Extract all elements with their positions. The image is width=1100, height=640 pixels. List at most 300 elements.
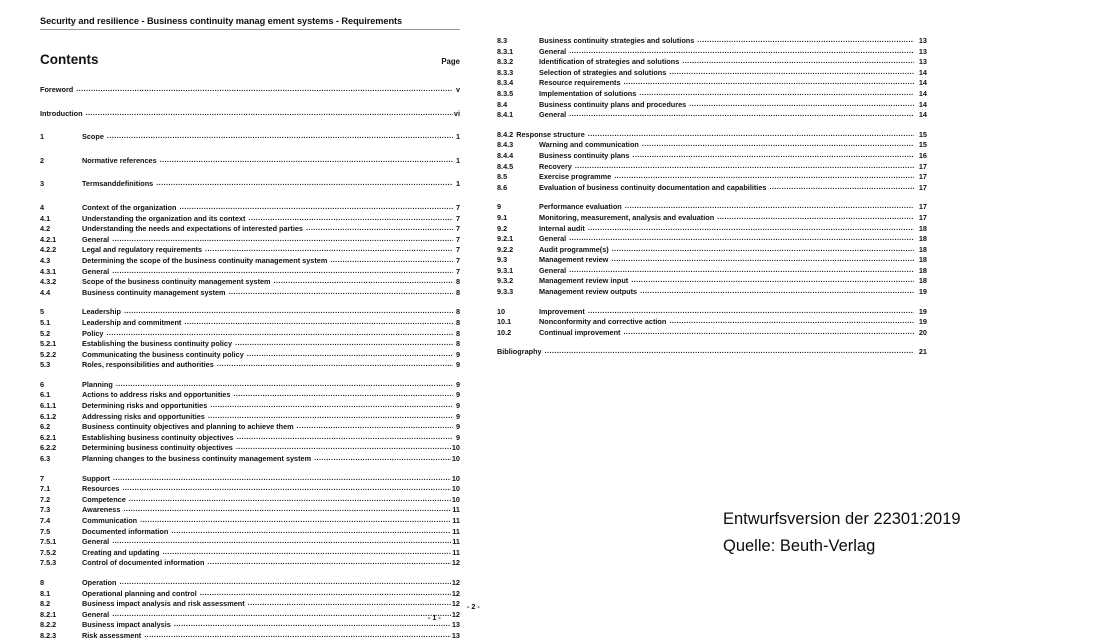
toc-leader-dots <box>669 316 914 327</box>
toc-entry[interactable] <box>497 110 927 121</box>
toc-entry-title: Establishing business continuity objectives <box>82 432 234 442</box>
toc-entry-number: 5 <box>40 307 45 317</box>
toc-entry-page-number: 17 <box>918 212 927 222</box>
toc-entry-title: Planning <box>82 379 113 389</box>
toc-entry[interactable] <box>40 288 460 299</box>
toc-entry-number: 7.5 <box>40 526 51 536</box>
toc-entry-page-number: 8 <box>455 339 460 349</box>
toc-entry-page-number: 10 <box>451 443 460 453</box>
toc-leader-dots <box>689 99 914 110</box>
source-annotation <box>723 506 961 560</box>
toc-entry-page-number: 18 <box>918 265 927 275</box>
toc-entry-title: Determining business continuity objectives <box>82 443 233 453</box>
toc-entry-number: 3 <box>40 179 45 189</box>
toc-entry-number: 4.1 <box>40 213 51 223</box>
toc-entry[interactable] <box>40 558 460 569</box>
toc-leader-dots <box>229 287 453 298</box>
toc-entry-number: 7.5.3 <box>40 558 57 568</box>
toc-list-page-2 <box>497 36 927 358</box>
toc-leader-dots <box>119 577 450 588</box>
toc-entry-page-number: 18 <box>918 234 927 244</box>
toc-entry-number: 7.3 <box>40 505 51 515</box>
toc-entry-page-number: 10 <box>451 494 460 504</box>
contents-heading: Contents <box>40 52 99 67</box>
toc-entry-title: Warning and communication <box>539 140 639 150</box>
toc-leader-dots <box>174 619 451 630</box>
toc-leader-dots <box>156 178 453 189</box>
toc-entry-number: 7.4 <box>40 516 51 525</box>
toc-entry-title: Management review <box>539 255 609 265</box>
toc-entry-number: 8.1 <box>40 588 51 598</box>
toc-entry[interactable] <box>40 132 460 143</box>
toc-leader-dots <box>129 494 451 505</box>
toc-entry-page-number: 7 <box>455 234 460 244</box>
toc-entry-title: Operational planning and control <box>82 588 197 598</box>
toc-entry-title: Understanding the needs and expectations of interested parties <box>82 224 303 234</box>
toc-leader-dots <box>113 473 451 484</box>
toc-entry-title: Leadership and commitment <box>82 317 182 327</box>
toc-entry-title: Scope <box>82 132 104 142</box>
toc-entry-number: 7.2 <box>40 494 51 504</box>
toc-leader-dots <box>160 155 453 166</box>
toc-entry-page-number: 9 <box>455 349 460 359</box>
toc-leader-dots <box>588 129 914 140</box>
toc-entry-page-number: 10 <box>451 484 460 494</box>
toc-entry-number: 9.1 <box>497 212 508 222</box>
toc-leader-dots <box>642 139 914 150</box>
toc-entry-page-number: 7 <box>455 202 460 212</box>
toc-leader-dots <box>639 88 914 99</box>
toc-list-page-1 <box>40 85 460 640</box>
toc-entry-title: Determining risks and opportunities <box>82 401 208 411</box>
toc-entry-title: Documented information <box>82 526 169 536</box>
toc-entry-page-number: 21 <box>918 347 927 357</box>
toc-entry-title: Actions to address risks and opportunities <box>82 390 231 400</box>
toc-entry-title: General <box>539 46 567 56</box>
toc-entry-title: Business impact analysis and risk assessment <box>82 599 245 609</box>
toc-entry-number: 10 <box>497 306 506 316</box>
toc-leader-dots <box>207 557 450 568</box>
toc-entry-title: General <box>82 234 110 244</box>
toc-entry-number: 9.3.2 <box>497 276 514 286</box>
toc-leader-dots <box>112 536 451 547</box>
toc-entry-title: Business continuity plans <box>539 150 630 160</box>
toc-entry-number: 5.2.2 <box>40 349 57 359</box>
toc-entry-title: General <box>82 537 110 547</box>
toc-entry-page-number: 17 <box>918 182 927 192</box>
toc-entry-number: 8.2.1 <box>40 609 57 619</box>
toc-entry-title: Response structure <box>516 129 585 139</box>
toc-entry-page-number: 7 <box>455 266 460 276</box>
toc-entry-page-number: 9 <box>455 422 460 432</box>
toc-entry-number: 10.2 <box>497 327 512 337</box>
toc-entry-page-number: 7 <box>455 245 460 255</box>
toc-entry-title: Business continuity strategies and solutions <box>539 36 695 45</box>
toc-leader-dots <box>217 359 453 370</box>
toc-leader-dots <box>569 109 914 120</box>
toc-entry-number: 4.3.2 <box>40 277 57 287</box>
toc-entry-number: 8.4.1 <box>497 110 514 120</box>
toc-entry-number: 8.2 <box>40 599 51 609</box>
toc-entry-title: Context of the organization <box>82 202 177 212</box>
toc-entry-number: 9.3.3 <box>497 287 514 297</box>
toc-entry-title: Understanding the organization and its context <box>82 213 246 223</box>
toc-entry-page-number: 1 <box>455 155 460 165</box>
toc-leader-dots <box>682 56 914 67</box>
toc-entry-title: Legal and regulatory requirements <box>82 245 203 255</box>
toc-entry-page-number: 11 <box>452 505 460 515</box>
toc-entry[interactable] <box>497 183 927 194</box>
document-header-title: Security and resilience - Business continuity manag ement systems - Requirements <box>40 16 460 30</box>
toc-entry-number: 9.2.1 <box>497 234 514 244</box>
toc-entry-page-number: 10 <box>451 473 460 483</box>
toc-entry-number: 6 <box>40 379 45 389</box>
toc-entry-page-number: 8 <box>455 328 460 338</box>
toc-entry-number: 7.5.2 <box>40 547 57 557</box>
toc-leader-dots <box>236 442 451 453</box>
toc-entry-number: 6.3 <box>40 454 51 464</box>
toc-entry-number: 4.3.1 <box>40 266 57 276</box>
toc-leader-dots <box>625 201 914 212</box>
toc-entry-page-number: 14 <box>918 99 927 109</box>
toc-leader-dots <box>162 547 451 558</box>
toc-entry-number: 6.2 <box>40 422 51 432</box>
toc-entry-page-number: 7 <box>455 224 460 234</box>
toc-leader-dots <box>611 254 914 265</box>
toc-leader-dots <box>76 84 453 95</box>
toc-entry-number: 8 <box>40 577 45 587</box>
toc-entry-number: 4.2.2 <box>40 245 57 255</box>
toc-leader-dots <box>86 108 453 119</box>
toc-entry-title: Planning changes to the business continuity management system <box>82 454 312 464</box>
toc-entry-page-number: 15 <box>918 129 927 139</box>
toc-entry-number: 8.4 <box>497 99 508 109</box>
toc-leader-dots <box>612 244 914 255</box>
toc-leader-dots <box>632 150 914 161</box>
annotation-line-2: Quelle: Beuth-Verlag <box>723 537 876 555</box>
toc-entry-page-number: 12 <box>451 588 460 598</box>
toc-entry[interactable] <box>497 347 927 358</box>
toc-entry-page-number: 16 <box>918 150 927 160</box>
toc-entry-title: Business continuity objectives and planning to achieve them <box>82 422 294 432</box>
toc-entry-page-number: 12 <box>451 577 460 587</box>
toc-entry-page-number: 8 <box>455 317 460 327</box>
toc-entry-page-number: 12 <box>451 599 460 609</box>
toc-leader-dots <box>697 35 914 46</box>
page-column-label: Page <box>441 57 460 66</box>
toc-entry-title: General <box>539 234 567 244</box>
toc-entry-number: 5.2.1 <box>40 339 57 349</box>
toc-entry[interactable] <box>40 179 460 190</box>
toc-entry-title: Monitoring, measurement, analysis and evaluation <box>539 212 715 222</box>
toc-entry-number: 8.4.2 <box>497 129 514 139</box>
toc-leader-dots <box>569 46 914 57</box>
toc-entry-title: Introduction <box>40 108 83 118</box>
toc-entry-number: 8.3.3 <box>497 67 514 77</box>
toc-leader-dots <box>248 598 451 609</box>
toc-entry[interactable] <box>40 360 460 371</box>
toc-entry-number: 5.3 <box>40 360 51 370</box>
toc-entry-number: 8.3.5 <box>497 88 514 98</box>
toc-entry-number: 5.2 <box>40 328 51 338</box>
toc-entry-title: Business continuity plans and procedures <box>539 99 687 109</box>
toc-entry-number: 8.3.4 <box>497 78 514 88</box>
toc-entry-page-number: 11 <box>452 537 460 547</box>
toc-leader-dots <box>669 67 914 78</box>
annotation-line-1: Entwurfsversion der 22301:2019 <box>723 510 961 528</box>
toc-entry-page-number: 15 <box>918 140 927 150</box>
toc-entry-page-number: 8 <box>455 307 460 317</box>
toc-entry-page-number: 18 <box>918 276 927 286</box>
toc-leader-dots <box>208 411 453 422</box>
toc-entry-title: Improvement <box>539 306 585 316</box>
toc-entry[interactable] <box>497 328 927 339</box>
toc-entry-number: 5.1 <box>40 317 51 327</box>
toc-entry-number: 4.4 <box>40 287 51 297</box>
toc-entry-page-number: 8 <box>455 277 460 287</box>
toc-leader-dots <box>247 349 453 360</box>
toc-entry-page-number: v <box>455 85 460 94</box>
toc-entry-page-number: 9 <box>455 360 460 370</box>
toc-entry-number: 8.3.1 <box>497 46 514 56</box>
toc-leader-dots <box>205 244 453 255</box>
toc-leader-dots <box>123 504 451 515</box>
toc-leader-dots <box>112 609 451 620</box>
toc-entry-number: 7.1 <box>40 484 51 494</box>
toc-entry-page-number: 19 <box>918 317 927 327</box>
toc-entry-title: Business continuity management system <box>82 287 226 297</box>
toc-entry[interactable] <box>40 156 460 167</box>
toc-entry-number: 6.1.1 <box>40 401 57 411</box>
toc-entry-number: 4.2.1 <box>40 234 57 244</box>
toc-entry-number: 8.4.5 <box>497 161 514 171</box>
toc-leader-dots <box>140 515 451 526</box>
toc-entry-title: General <box>539 110 567 120</box>
toc-entry[interactable] <box>40 454 460 465</box>
toc-entry-title: Bibliography <box>497 347 542 357</box>
toc-entry-number: 7 <box>40 473 45 483</box>
toc-entry-page-number: 10 <box>451 454 460 464</box>
toc-leader-dots <box>171 526 451 537</box>
toc-entry-page-number: 11 <box>452 547 460 557</box>
toc-entry-page-number: 9 <box>455 411 460 421</box>
toc-leader-dots <box>233 389 453 400</box>
toc-entry-page-number: vi <box>453 108 460 118</box>
toc-entry-page-number: 18 <box>918 223 927 233</box>
toc-leader-dots <box>588 306 914 317</box>
toc-entry-page-number: 1 <box>455 179 460 189</box>
toc-leader-dots <box>274 276 453 287</box>
toc-entry[interactable] <box>40 109 460 120</box>
toc-entry-number: 4.2 <box>40 224 51 234</box>
toc-entry-title: Leadership <box>82 307 121 317</box>
toc-entry-title: Internal audit <box>539 223 585 233</box>
toc-entry-number: 4.3 <box>40 255 51 265</box>
toc-leader-dots <box>569 265 914 276</box>
toc-entry-number: 8.3.2 <box>497 57 514 67</box>
toc-entry-title: Resources <box>82 484 120 494</box>
toc-entry-title: Establishing the business continuity policy <box>82 339 233 349</box>
toc-entry-page-number: 18 <box>918 255 927 265</box>
toc-entry-number: 8.2.2 <box>40 620 57 630</box>
toc-entry-number: 9.3 <box>497 255 508 265</box>
toc-entry-title: Normative references <box>82 155 157 165</box>
page-footer-1: - 1 - <box>428 613 441 622</box>
toc-entry-title: Control of documented information <box>82 558 205 568</box>
toc-entry-title: Foreword <box>40 85 74 94</box>
toc-leader-dots <box>717 212 914 223</box>
toc-leader-dots <box>569 233 914 244</box>
toc-leader-dots <box>314 453 451 464</box>
toc-entry-number: 4 <box>40 202 45 212</box>
toc-leader-dots <box>122 483 451 494</box>
toc-entry-title: Identification of strategies and solutions <box>539 57 680 67</box>
toc-entry-number: 9.2.2 <box>497 244 514 254</box>
toc-entry-page-number: 14 <box>918 110 927 120</box>
toc-entry-title: Implementation of solutions <box>539 88 637 98</box>
toc-entry-page-number: 1 <box>455 132 460 142</box>
toc-leader-dots <box>184 317 453 328</box>
toc-leader-dots <box>330 255 453 266</box>
toc-entry-page-number: 19 <box>918 287 927 297</box>
toc-entry[interactable] <box>40 631 460 640</box>
toc-entry-title: General <box>82 609 110 619</box>
toc-entry-number: 8.3 <box>497 36 508 45</box>
toc-entry-page-number: 17 <box>918 161 927 171</box>
toc-entry-number: 8.2.3 <box>40 630 57 640</box>
toc-entry-number: 6.1 <box>40 390 51 400</box>
document-page-1 <box>40 16 460 640</box>
toc-entry-title: General <box>82 266 110 276</box>
document-page-2 <box>497 18 927 357</box>
toc-leader-dots <box>588 223 914 234</box>
toc-leader-dots <box>624 327 915 338</box>
toc-leader-dots <box>640 286 914 297</box>
toc-entry-title: Audit programme(s) <box>539 244 609 254</box>
toc-entry[interactable] <box>497 287 927 298</box>
toc-leader-dots <box>545 346 914 357</box>
toc-entry-page-number: 9 <box>455 401 460 411</box>
toc-entry-title: Scope of the business continuity management system <box>82 277 271 287</box>
toc-entry-title: Performance evaluation <box>539 202 622 212</box>
toc-entry-title: Continual improvement <box>539 327 621 337</box>
toc-entry-page-number: 7 <box>455 213 460 223</box>
toc-entry-page-number: 9 <box>455 432 460 442</box>
toc-leader-dots <box>297 421 453 432</box>
contents-heading-row <box>40 52 460 67</box>
toc-entry-title: Competence <box>82 494 126 504</box>
toc-leader-dots <box>107 328 454 339</box>
toc-leader-dots <box>112 234 453 245</box>
toc-leader-dots <box>614 171 914 182</box>
toc-entry-page-number: 14 <box>918 88 927 98</box>
toc-entry-title: Exercise programme <box>539 172 612 182</box>
toc-entry-title: Roles, responsibilities and authorities <box>82 360 214 370</box>
toc-leader-dots <box>107 131 453 142</box>
toc-entry-title: Resource requirements <box>539 78 621 88</box>
toc-entry-title: Business impact analysis <box>82 620 171 630</box>
toc-entry-title: Termsanddefinitions <box>82 179 154 189</box>
toc-entry-title: Determining the scope of the business continuity management system <box>82 255 328 265</box>
toc-entry-title: General <box>539 265 567 275</box>
toc-entry-page-number: 13 <box>918 46 927 56</box>
toc-leader-dots <box>144 630 451 640</box>
toc-entry-title: Management review input <box>539 276 629 286</box>
toc-entry-page-number: 13 <box>918 57 927 67</box>
toc-leader-dots <box>116 379 453 390</box>
toc-entry-page-number: 11 <box>452 526 460 536</box>
toc-entry-number: 9.3.1 <box>497 265 514 275</box>
toc-entry-page-number: 17 <box>918 202 927 212</box>
toc-entry-page-number: 9 <box>455 390 460 400</box>
toc-entry-page-number: 13 <box>918 36 927 45</box>
toc-entry-number: 6.1.2 <box>40 411 57 421</box>
toc-entry-page-number: 13 <box>451 620 460 630</box>
toc-leader-dots <box>112 266 453 277</box>
toc-entry-title: Operation <box>82 577 117 587</box>
toc-entry-page-number: 13 <box>451 630 460 640</box>
toc-entry-number: 8.4.3 <box>497 140 514 150</box>
toc-entry-number: 6.2.2 <box>40 443 57 453</box>
toc-entry-page-number: 11 <box>452 516 460 525</box>
toc-entry-number: 6.2.1 <box>40 432 57 442</box>
toc-entry-page-number: 14 <box>918 67 927 77</box>
toc-entry-title: Nonconformity and corrective action <box>539 317 667 327</box>
toc-leader-dots <box>124 306 453 317</box>
toc-entry-page-number: 9 <box>455 379 460 389</box>
toc-entry-page-number: 19 <box>918 306 927 316</box>
toc-leader-dots <box>200 588 451 599</box>
toc-entry-page-number: 17 <box>918 172 927 182</box>
toc-leader-dots <box>624 77 914 88</box>
toc-entry-number: 1 <box>40 132 45 142</box>
toc-entry-number: 8.4.4 <box>497 150 514 160</box>
toc-entry-page-number: 7 <box>455 255 460 265</box>
toc-leader-dots <box>179 202 453 213</box>
toc-entry-title: Management review outputs <box>539 287 638 297</box>
toc-leader-dots <box>210 400 453 411</box>
toc-entry-title: Addressing risks and opportunities <box>82 411 205 421</box>
toc-entry-title: Evaluation of business continuity documentation and capabilities <box>539 182 767 192</box>
toc-leader-dots <box>306 223 453 234</box>
toc-leader-dots <box>235 338 453 349</box>
toc-entry-number: 2 <box>40 155 45 165</box>
toc-entry-page-number: 12 <box>451 558 460 568</box>
toc-leader-dots <box>631 275 914 286</box>
toc-entry-page-number: 12 <box>451 609 460 619</box>
toc-entry-title: Recovery <box>539 161 572 171</box>
toc-leader-dots <box>237 432 453 443</box>
toc-entry-title: Creating and updating <box>82 547 160 557</box>
toc-entry-page-number: 20 <box>918 327 927 337</box>
toc-entry-page-number: 8 <box>455 287 460 297</box>
toc-entry-title: Policy <box>82 328 104 338</box>
toc-entry-page-number: 18 <box>918 244 927 254</box>
toc-entry-number: 8.5 <box>497 172 508 182</box>
toc-entry-number: 7.5.1 <box>40 537 57 547</box>
toc-entry-title: Communicating the business continuity policy <box>82 349 244 359</box>
toc-entry-title: Risk assessment <box>82 630 142 640</box>
toc-entry-number: 8.6 <box>497 182 508 192</box>
toc-entry-number: 9.2 <box>497 223 508 233</box>
toc-entry-number: 9 <box>497 202 502 212</box>
toc-leader-dots <box>575 161 914 172</box>
toc-leader-dots <box>769 182 914 193</box>
toc-entry[interactable] <box>40 85 460 96</box>
toc-entry-title: Selection of strategies and solutions <box>539 67 667 77</box>
toc-entry-title: Communication <box>82 516 138 525</box>
toc-entry-title: Awareness <box>82 505 121 515</box>
